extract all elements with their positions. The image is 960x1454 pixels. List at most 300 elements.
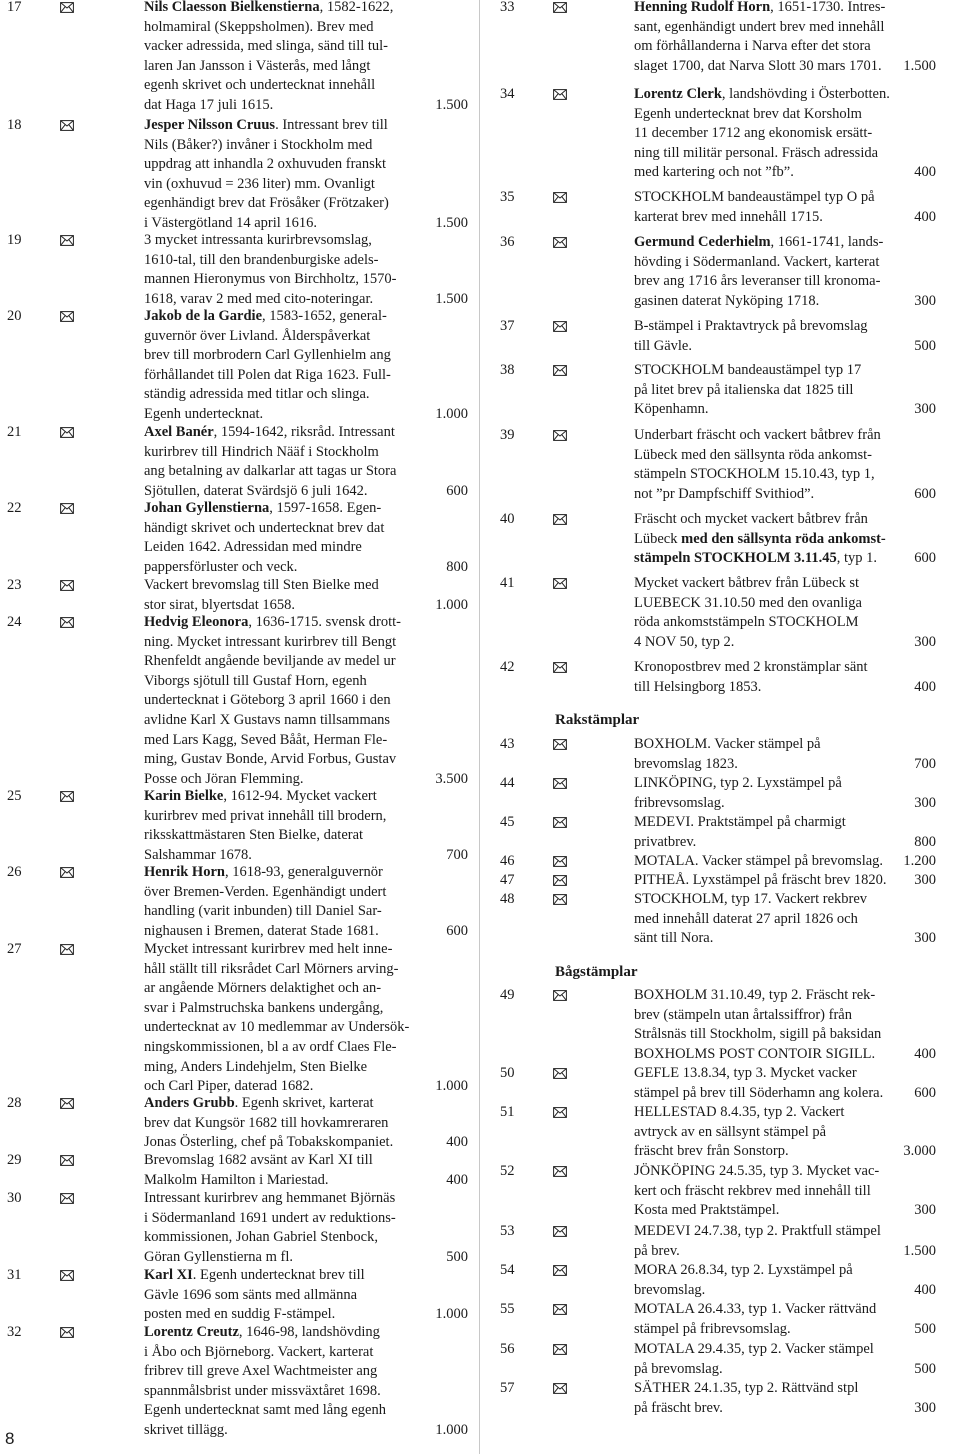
- lot-price: 1.500: [435, 290, 468, 307]
- name-bold: Henning Rudolf Horn: [634, 0, 771, 15]
- description-line: PITHEÅ. Lyxstämpel på fräscht brev 1820. 300: [634, 871, 952, 891]
- envelope-icon: [60, 1193, 74, 1204]
- lot-description: [144, 787, 468, 865]
- description-line: Hedvig Eleonora, 1636-1715. svensk drott-: [144, 614, 401, 630]
- description-line: Vackert brevomslag till Sten Bielke med: [144, 577, 379, 593]
- description-line: ang betalning av dalkarlar att tagas ur Stora: [144, 463, 397, 480]
- lot-number: 41: [500, 575, 515, 591]
- lot-price: 500: [914, 1360, 936, 1377]
- description-line: Karl XI. Egenh undertecknat brev till: [144, 1267, 365, 1283]
- envelope-icon: [60, 1327, 74, 1338]
- lot-number: 39: [500, 427, 515, 443]
- lot-description: [144, 231, 468, 309]
- name-bold: Lorentz Creutz: [144, 1324, 239, 1340]
- description-line: Brevomslag 1682 avsänt av Karl XI till: [144, 1152, 373, 1168]
- lot-number: 21: [7, 424, 22, 440]
- description-line: Underbart fräscht och vackert båtbrev från: [634, 427, 881, 443]
- column-divider: [479, 0, 480, 1454]
- description-line: på litet brev på italienska dat 1825 till: [634, 381, 854, 398]
- description-line: brev till morbrodern Carl Gyllenhielm ang: [144, 347, 391, 364]
- description-line: fribrevsomslag. 300: [634, 794, 952, 814]
- lot-description: [634, 426, 952, 504]
- description-line: 4 NOV 50, typ 2. 300: [634, 633, 952, 653]
- lot-number: 18: [7, 117, 22, 133]
- description-line: Intressant kurirbrev ang hemmanet Björnäs: [144, 1190, 396, 1206]
- description-line: riksskattmästaren Sten Bielke, daterat: [144, 827, 364, 844]
- description-line: Köpenhamn. 300: [634, 400, 952, 420]
- name-bold: Karin Bielke: [144, 788, 224, 804]
- description-line: slaget 1700, dat Narva Slott 30 mars 1701. 1.500: [634, 57, 952, 77]
- lot-price: 300: [914, 1202, 936, 1219]
- lot-number: 57: [500, 1380, 515, 1396]
- lot-price: 3.500: [435, 770, 468, 787]
- lot-number: 33: [500, 0, 515, 15]
- description-line: Jesper Nilsson Cruus. Intressant brev till: [144, 117, 388, 133]
- lot-description: [144, 1323, 468, 1441]
- lot-price: 1.000: [435, 405, 468, 422]
- lot-number: 37: [500, 318, 515, 334]
- lot-description: [634, 1300, 952, 1339]
- lot-price: 300: [914, 401, 936, 418]
- description-line: håll ställt till riksrådet Carl Mörners arving-: [144, 960, 399, 977]
- description-line: om förhållanderna i Narva efter det stora: [634, 38, 871, 55]
- description-line: ning. Mycket intressant kurirbrev till Bengt: [144, 633, 397, 650]
- lot-price: 600: [914, 1084, 936, 1101]
- description-line: Lorentz Clerk, landshövding i Österbotten.: [634, 86, 890, 102]
- description-line: ming, Anders Lindehjelm, Sten Bielke: [144, 1058, 368, 1075]
- envelope-icon: [553, 514, 567, 525]
- description-line: fräscht brev från Sonstorp. 3.000: [634, 1142, 952, 1162]
- lot-description: [634, 774, 952, 813]
- lot-number: 50: [500, 1065, 515, 1081]
- description-line: sant, egenhändigt undert brev med innehåll: [634, 18, 885, 35]
- name-bold: Axel Banér: [144, 424, 214, 440]
- lot-description: [634, 871, 952, 891]
- envelope-icon: [553, 875, 567, 886]
- lot-price: 1.000: [435, 1421, 468, 1438]
- envelope-icon: [553, 662, 567, 673]
- envelope-icon: [60, 1155, 74, 1166]
- lot-number: 29: [7, 1152, 22, 1168]
- description-line: till Gävle. 500: [634, 337, 952, 357]
- description-line: Egenh undertecknat. 1.000: [144, 405, 468, 425]
- description-line: hövding i Södermanland. Vackert, karterat: [634, 253, 880, 270]
- name-bold: Karl XI: [144, 1267, 193, 1283]
- lot-description: [634, 85, 952, 183]
- envelope-icon: [553, 894, 567, 905]
- lot-price: 800: [446, 558, 468, 575]
- lot-price: 700: [446, 846, 468, 863]
- description-line: till Helsingborg 1853. 400: [634, 678, 952, 698]
- description-line: Jonas Österling, chef på Tobakskompaniet. 400: [144, 1133, 468, 1153]
- name-bold: Nils Claesson Bielkenstierna: [144, 0, 320, 15]
- name-bold: Lorentz Clerk: [634, 86, 722, 102]
- lot-price: 300: [914, 292, 936, 309]
- lot-number: 19: [7, 232, 22, 248]
- description-line: privatbrev. 800: [634, 833, 952, 853]
- description-line: STOCKHOLM bandeaustämpel typ O på: [634, 189, 875, 205]
- envelope-icon: [60, 503, 74, 514]
- envelope-icon: [60, 617, 74, 628]
- description-line: ständig adressida med titlar och slinga.: [144, 386, 370, 403]
- lot-price: 300: [914, 872, 936, 888]
- lot-number: 38: [500, 362, 515, 378]
- lot-price: 700: [914, 755, 936, 772]
- lot-number: 34: [500, 86, 515, 102]
- envelope-icon: [60, 580, 74, 591]
- description-line: Johan Gyllenstierna, 1597-1658. Egen-: [144, 500, 382, 516]
- lot-price: 400: [446, 1171, 468, 1188]
- lot-description: [634, 890, 952, 949]
- lot-description: [144, 1266, 468, 1325]
- lot-price: 3.000: [903, 1143, 936, 1160]
- description-line: uppdrag att inhandla 2 oxhuvuden franskt: [144, 156, 387, 173]
- lot-number: 51: [500, 1104, 515, 1120]
- description-line: brev dat Kungsör 1682 till hovkamreraren: [144, 1114, 389, 1131]
- description-line: Posse och Jöran Flemming. 3.500: [144, 770, 468, 790]
- name-bold: Jakob de la Gardie: [144, 308, 263, 324]
- lot-description: [634, 510, 952, 569]
- lot-description: [144, 613, 468, 789]
- description-line: avtryck av en sällsynt stämpel på: [634, 1123, 827, 1140]
- description-line: STOCKHOLM bandeaustämpel typ 17: [634, 362, 862, 378]
- lot-number: 20: [7, 308, 22, 324]
- envelope-icon: [553, 1304, 567, 1315]
- lot-price: 400: [914, 1045, 936, 1062]
- section-heading: Bågstämplar: [555, 964, 638, 980]
- envelope-icon: [553, 1344, 567, 1355]
- lot-price: 1.500: [903, 1242, 936, 1259]
- description-line: STOCKHOLM, typ 17. Vackert rekbrev: [634, 891, 868, 907]
- description-line: MOTALA. Vacker stämpel på brevomslag. 1.200: [634, 852, 952, 872]
- lot-price: 400: [446, 1134, 468, 1151]
- description-line: Karin Bielke, 1612-94. Mycket vackert: [144, 788, 377, 804]
- envelope-icon: [60, 791, 74, 802]
- envelope-icon: [553, 817, 567, 828]
- envelope-icon: [60, 1098, 74, 1109]
- lot-number: 42: [500, 659, 515, 675]
- description-line: Strålsnäs till Stockholm, sigill på baksidan: [634, 1026, 882, 1043]
- description-line: 1610-tal, till den brandenburgiske adels-: [144, 251, 379, 268]
- description-line: MEDEVI 24.7.38, typ 2. Praktfull stämpel: [634, 1223, 881, 1239]
- page-number: 8: [5, 1429, 15, 1448]
- description-line: ning till militär personal. Fräsch adressida: [634, 144, 879, 161]
- lot-number: 54: [500, 1262, 515, 1278]
- lot-description: [634, 852, 952, 872]
- lot-number: 49: [500, 987, 515, 1003]
- description-line: Sjötullen, daterat Svärdsjö 6 juli 1642. 600: [144, 482, 468, 502]
- name-bold: Anders Grubb: [144, 1095, 235, 1111]
- description-line: Mycket vackert båtbrev från Lübeck st: [634, 575, 860, 591]
- lot-description: [634, 574, 952, 652]
- lot-price: 1.200: [903, 853, 936, 869]
- description-line: MOTALA 26.4.33, typ 1. Vacker rättvänd: [634, 1301, 877, 1317]
- description-line: dat Haga 17 juli 1615. 1.500: [144, 96, 468, 116]
- description-line: handling (varit inbunden) till Daniel Sar-: [144, 903, 382, 920]
- description-line: JÖNKÖPING 24.5.35, typ 3. Mycket vac-: [634, 1163, 880, 1179]
- lot-number: 40: [500, 511, 515, 527]
- description-line: MORA 26.8.34, typ 2. Lyxstämpel på: [634, 1262, 853, 1278]
- envelope-icon: [553, 2, 567, 13]
- description-line: Rhenfeldt angående beviljande av medel ur: [144, 653, 396, 670]
- description-line: på fräscht brev. 300: [634, 1399, 952, 1419]
- lot-description: [634, 0, 952, 76]
- description-line: Anders Grubb. Egenh skrivet, karterat: [144, 1095, 374, 1111]
- lot-description: [634, 1064, 952, 1103]
- description-line: spannmålsbrist under missväxtåret 1698.: [144, 1382, 381, 1399]
- lot-description: [144, 1151, 468, 1190]
- lot-price: 800: [914, 833, 936, 850]
- description-line: LUEBECK 31.10.50 med den ovanliga: [634, 594, 862, 611]
- envelope-icon: [553, 856, 567, 867]
- envelope-icon: [553, 321, 567, 332]
- lot-description: [144, 940, 468, 1097]
- envelope-icon: [60, 235, 74, 246]
- lot-number: 52: [500, 1163, 515, 1179]
- description-line: Salshammar 1678. 700: [144, 846, 468, 866]
- description-line: brevomslag 1823. 700: [634, 755, 952, 775]
- description-line: Göran Gyllenstierna m fl. 500: [144, 1248, 468, 1268]
- description-line: Lorentz Creutz, 1646-98, landshövding: [144, 1324, 380, 1340]
- lot-price: 300: [914, 930, 936, 947]
- description-line: kert och fräscht rekbrev med innehåll till: [634, 1182, 871, 1199]
- description-line: Henrik Horn, 1618-93, generalguvernör: [144, 864, 383, 880]
- name-bold: Johan Gyllenstierna: [144, 500, 270, 516]
- lot-number: 48: [500, 891, 515, 907]
- description-line: Nils Claesson Bielkenstierna, 1582-1622,: [144, 0, 394, 15]
- description-line: holmamiral (Skeppsholmen). Brev med: [144, 18, 374, 35]
- envelope-icon: [553, 192, 567, 203]
- description-line: stämpel på fribrevsomslag. 500: [634, 1320, 952, 1340]
- lot-description: [144, 1189, 468, 1267]
- description-line: Lübeck med den sällsynta röda ankomst-: [634, 446, 872, 463]
- lot-description: [634, 986, 952, 1064]
- description-line: MEDEVI. Praktstämpel på charmigt: [634, 814, 846, 830]
- description-line: SÄTHER 24.1.35, typ 2. Rättvänd stpl: [634, 1380, 859, 1396]
- description-line: karterat brev med innehåll 1715. 400: [634, 208, 952, 228]
- description-line: sänt till Nora. 300: [634, 929, 952, 949]
- description-line: BOXHOLM. Vacker stämpel på: [634, 736, 821, 752]
- name-bold: Germund Cederhielm: [634, 234, 771, 250]
- lot-description: [144, 116, 468, 234]
- description-line: gasinen daterat Nyköping 1718. 300: [634, 292, 952, 312]
- lot-description: [144, 576, 468, 615]
- lot-description: [634, 233, 952, 311]
- description-line: Malkolm Hamilton i Mariestad. 400: [144, 1171, 468, 1191]
- lot-description: [634, 813, 952, 852]
- description-line: brev (stämpeln utan årtalssiffror) från: [634, 1006, 852, 1023]
- envelope-icon: [553, 739, 567, 750]
- description-line: med Lars Kagg, Seved Bååt, Herman Fle-: [144, 731, 388, 748]
- envelope-icon: [553, 430, 567, 441]
- description-line: på brev. 1.500: [634, 1242, 952, 1262]
- description-line: stämpeln STOCKHOLM 15.10.43, typ 1,: [634, 466, 875, 483]
- envelope-icon: [553, 1068, 567, 1079]
- lot-price: 1.000: [435, 1306, 468, 1323]
- description-line: röda ankomststämpeln STOCKHOLM: [634, 614, 859, 631]
- lot-price: 400: [914, 164, 936, 181]
- lot-price: 600: [446, 482, 468, 499]
- lot-number: 25: [7, 788, 22, 804]
- name-bold: Jesper Nilsson Cruus: [144, 117, 276, 133]
- description-line: och Carl Piper, daterad 1682. 1.000: [144, 1077, 468, 1097]
- lot-description: [634, 1103, 952, 1162]
- description-line: Gävle 1696 som sänts med allmänna: [144, 1286, 358, 1303]
- lot-number: 44: [500, 775, 515, 791]
- description-line: BOXHOLM 31.10.49, typ 2. Fräscht rek-: [634, 987, 876, 1003]
- envelope-icon: [553, 1107, 567, 1118]
- description-line: posten med en suddig F-stämpel. 1.000: [144, 1305, 468, 1325]
- description-line: egenhändigt brev dat Frösåker (Frötzaker): [144, 195, 389, 212]
- lot-description: [634, 317, 952, 356]
- lot-description: [634, 735, 952, 774]
- lot-description: [144, 499, 468, 577]
- description-line: ar angående Mörners delaktighet och an-: [144, 980, 382, 997]
- description-line: brevomslag. 400: [634, 1281, 952, 1301]
- lot-number: 28: [7, 1095, 22, 1111]
- lot-number: 53: [500, 1223, 515, 1239]
- lot-price: 300: [914, 633, 936, 650]
- description-line: mannen Hieronymus von Birchholtz, 1570-: [144, 271, 397, 288]
- description-line: BOXHOLMS POST CONTOIR SIGILL. 400: [634, 1045, 952, 1065]
- description-line: i Södermanland 1691 undert av reduktions-: [144, 1209, 396, 1226]
- lot-price: 300: [914, 794, 936, 811]
- lot-number: 32: [7, 1324, 22, 1340]
- lot-price: 400: [914, 208, 936, 225]
- description-line: Egenh undertecknat samt med lång egenh: [144, 1402, 386, 1419]
- envelope-icon: [553, 990, 567, 1001]
- envelope-icon: [60, 427, 74, 438]
- envelope-icon: [553, 578, 567, 589]
- lot-price: 1.000: [435, 596, 468, 613]
- description-line: stämpeln STOCKHOLM 3.11.45, typ 1. 600: [634, 549, 952, 569]
- description-line: i Åbo och Björneborg. Vackert, karterat: [144, 1343, 374, 1360]
- description-line: fribrev till greve Axel Wachtmeister ang: [144, 1363, 378, 1380]
- lot-description: [144, 423, 468, 501]
- lot-number: 22: [7, 500, 22, 516]
- lot-number: 56: [500, 1341, 515, 1357]
- lot-description: [634, 1261, 952, 1300]
- lot-number: 24: [7, 614, 22, 630]
- description-line: B-stämpel i Praktavtryck på brevomslag: [634, 318, 868, 334]
- envelope-icon: [60, 867, 74, 878]
- envelope-icon: [553, 1265, 567, 1276]
- description-line: på brevomslag. 500: [634, 1360, 952, 1380]
- lot-number: 45: [500, 814, 515, 830]
- description-line: över Bremen-Verden. Egenhändigt undert: [144, 883, 387, 900]
- description-line: egenh skrivet och undertecknat innehåll: [144, 77, 376, 94]
- description-line: avlidne Karl X Gustavs namn tillsammans: [144, 711, 391, 728]
- lot-description: [634, 1340, 952, 1379]
- lot-description: [144, 1094, 468, 1153]
- description-line: GEFLE 13.8.34, typ 3. Mycket vacker: [634, 1065, 857, 1081]
- description-line: kurirbrev med privat innehåll till brodern,: [144, 807, 387, 824]
- description-line: ming, Gustav Bonde, Arvid Forbus, Gustav: [144, 751, 397, 768]
- description-line: Nils (Båker?) invåner i Stockholm med: [144, 136, 373, 153]
- description-line: i Västergötland 14 april 1616. 1.500: [144, 214, 468, 234]
- envelope-icon: [553, 1383, 567, 1394]
- envelope-icon: [60, 2, 74, 13]
- description-line: not ”pr Dampfschiff Svithiod”. 600: [634, 485, 952, 505]
- description-line: 1618, varav 2 med med cito-noteringar. 1.500: [144, 290, 468, 310]
- lot-price: 500: [914, 337, 936, 354]
- description-line: undertecknat i Göteborg 3 april 1660 i den: [144, 692, 391, 709]
- description-line: Kosta med Praktstämpel. 300: [634, 1201, 952, 1221]
- lot-price: 500: [446, 1248, 468, 1265]
- description-line: skrivet tillägg. 1.000: [144, 1421, 468, 1441]
- description-line: kurirbrev till Hindrich Nääf i Stockholm: [144, 443, 379, 460]
- lot-number: 55: [500, 1301, 515, 1317]
- lot-number: 47: [500, 872, 515, 888]
- lot-description: [634, 361, 952, 420]
- description-line: händigt skrivet och undertecknat brev dat: [144, 519, 385, 536]
- description-line: Axel Banér, 1594-1642, riksråd. Intressant: [144, 424, 395, 440]
- description-line: förhållandet till Polen dat Riga 1623. Full-: [144, 366, 391, 383]
- envelope-icon: [553, 365, 567, 376]
- lot-price: 400: [914, 678, 936, 695]
- description-line: Germund Cederhielm, 1661-1741, lands-: [634, 234, 884, 250]
- description-line: med innehåll daterat 27 april 1826 och: [634, 910, 858, 927]
- description-line: undertecknat av 10 medlemmar av Undersök-: [144, 1019, 410, 1036]
- description-line: vacker adressida, med slinga, sänd till tul-: [144, 38, 389, 55]
- lot-price: 1.500: [435, 214, 468, 231]
- lot-price: 1.500: [903, 57, 936, 74]
- lot-number: 30: [7, 1190, 22, 1206]
- description-line: 3 mycket intressanta kurirbrevsomslag,: [144, 232, 372, 248]
- lot-price: 1.500: [435, 96, 468, 113]
- lot-price: 500: [914, 1320, 936, 1337]
- description-line: Henning Rudolf Horn, 1651-1730. Intres-: [634, 0, 886, 15]
- description-line: Fräscht och mycket vackert båtbrev från: [634, 511, 868, 527]
- envelope-icon: [60, 944, 74, 955]
- lot-description: [634, 188, 952, 227]
- lot-number: 46: [500, 853, 515, 869]
- lot-description: [634, 658, 952, 697]
- name-bold: stämpeln STOCKHOLM 3.11.45: [634, 550, 837, 567]
- description-line: Viborgs sjötull till Gustaf Horn, egenh: [144, 672, 367, 689]
- description-line: stor sirat, blyertsdat 1658. 1.000: [144, 596, 468, 616]
- lot-number: 17: [7, 0, 22, 15]
- description-line: MOTALA 29.4.35, typ 2. Vacker stämpel: [634, 1341, 874, 1357]
- name-bold: Hedvig Eleonora: [144, 614, 249, 630]
- lot-number: 36: [500, 234, 515, 250]
- lot-price: 600: [914, 550, 936, 567]
- description-line: Mycket intressant kurirbrev med helt inne-: [144, 941, 393, 957]
- envelope-icon: [553, 1166, 567, 1177]
- envelope-icon: [60, 311, 74, 322]
- lot-description: [634, 1162, 952, 1221]
- description-line: Egenh undertecknat brev dat Korsholm: [634, 105, 862, 122]
- envelope-icon: [553, 237, 567, 248]
- description-line: med kartering och not ”fb”. 400: [634, 163, 952, 183]
- description-line: guvernör över Livland. Ålderspåverkat: [144, 327, 371, 344]
- description-line: brev ang 1716 års leveranser till kronoma-: [634, 273, 881, 290]
- name-bold: Henrik Horn: [144, 864, 225, 880]
- lot-number: 23: [7, 577, 22, 593]
- highlight-bold: med den sällsynta röda ankomst-: [681, 530, 886, 547]
- lot-price: 400: [914, 1281, 936, 1298]
- description-line: ningskommissionen, bl a av ordf Claes Fle-: [144, 1038, 397, 1055]
- lot-description: [634, 1222, 952, 1261]
- lot-description: [144, 307, 468, 425]
- description-line: LINKÖPING, typ 2. Lyxstämpel på: [634, 775, 842, 791]
- envelope-icon: [60, 120, 74, 131]
- lot-number: 26: [7, 864, 22, 880]
- lot-price: 600: [914, 485, 936, 502]
- description-line: Kronopostbrev med 2 kronstämplar sänt: [634, 659, 868, 675]
- description-line: Lübeck med den sällsynta röda ankomst-: [634, 530, 886, 547]
- description-line: stämpel på brev till Söderhamn ang kolera. 600: [634, 1084, 952, 1104]
